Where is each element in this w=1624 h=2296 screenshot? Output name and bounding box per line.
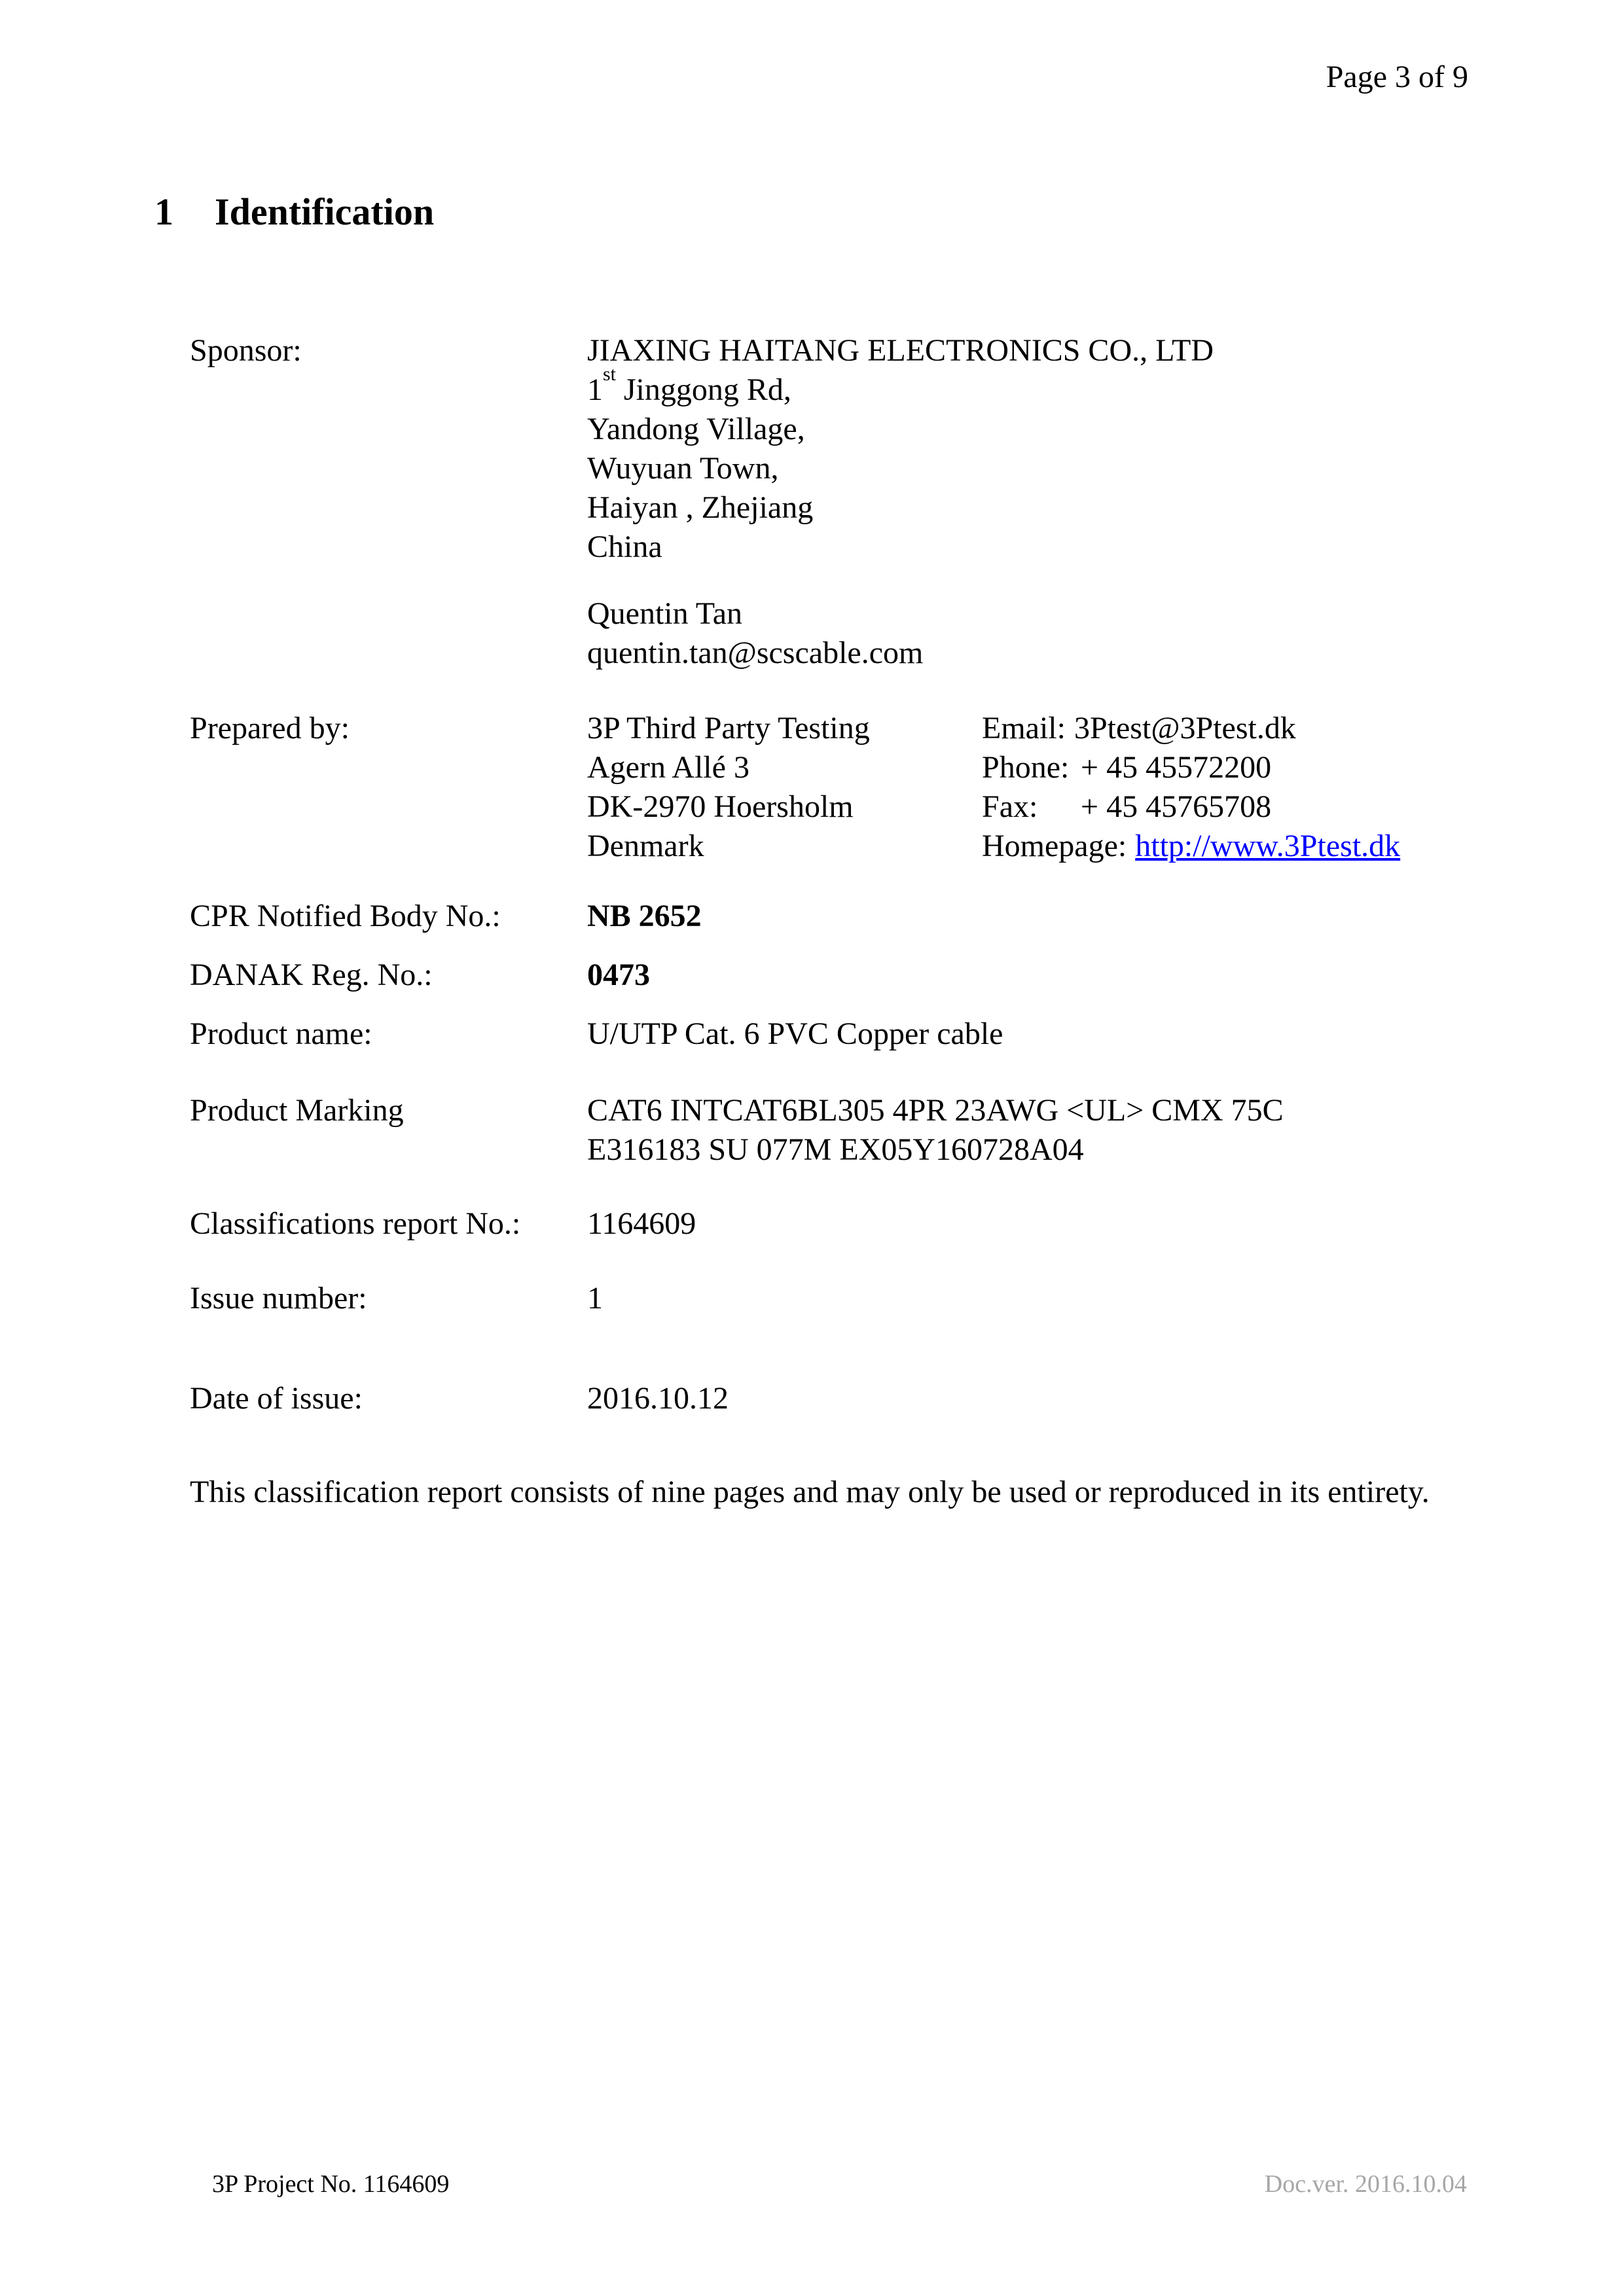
classifications-report-label: Classifications report No.:: [190, 1206, 521, 1241]
prepared-by-line-2: Agern Allé 3: [587, 750, 749, 785]
product-marking-row: [190, 1091, 1467, 1170]
issue-number-label: Issue number:: [190, 1281, 367, 1316]
date-of-issue-row: [190, 1379, 1467, 1418]
product-marking-line-1: CAT6 INTCAT6BL305 4PR 23AWG <UL> CMX 75C: [587, 1093, 1284, 1128]
issue-number-value: 1: [587, 1281, 603, 1316]
page-number-indicator: Page 3 of 9: [1326, 60, 1468, 94]
address-street: Jinggong Rd,: [615, 372, 791, 407]
prepared-by-label: Prepared by:: [190, 711, 350, 745]
date-of-issue-label: Date of issue:: [190, 1381, 363, 1416]
product-name-label: Product name:: [190, 1016, 372, 1051]
fax-row: [982, 787, 1400, 827]
homepage-row: [982, 827, 1400, 866]
cpr-notified-body-row: [190, 897, 1467, 936]
prepared-by-line-1: 3P Third Party Testing: [587, 711, 870, 745]
homepage-link[interactable]: http://www.3Ptest.dk: [1135, 829, 1401, 863]
section-heading: [154, 189, 434, 235]
contact-email: quentin.tan@scscable.com: [587, 636, 924, 670]
prepared-by-row: [190, 709, 1467, 866]
sponsor-address-line-5: China: [587, 529, 662, 564]
product-name-row: [190, 1014, 1467, 1054]
phone-value: + 45 45572200: [1081, 750, 1272, 785]
section-heading-number: 1: [154, 190, 173, 233]
address-ordinal-superscript: st: [603, 363, 616, 385]
sponsor-value: [587, 331, 1467, 567]
classifications-report-value: 1164609: [587, 1206, 696, 1241]
entirety-note: This classification report consists of nine pages and may only be used or reproduced in its entirety.: [190, 1475, 1430, 1509]
date-of-issue-value: 2016.10.12: [587, 1381, 729, 1416]
danak-reg-value: 0473: [587, 958, 650, 992]
phone-row: [982, 748, 1400, 787]
product-name-value: U/UTP Cat. 6 PVC Copper cable: [587, 1016, 1003, 1051]
classifications-report-row: [190, 1204, 1467, 1244]
cpr-notified-body-label: CPR Notified Body No.:: [190, 899, 501, 933]
fax-value: + 45 45765708: [1081, 789, 1272, 824]
email-row: [982, 709, 1400, 748]
cpr-notified-body-value: NB 2652: [587, 899, 702, 933]
email-value: 3Ptest@3Ptest.dk: [1074, 711, 1296, 745]
contact-name: Quentin Tan: [587, 596, 743, 631]
product-marking-label: Product Marking: [190, 1093, 404, 1128]
fax-label: Fax:: [982, 789, 1038, 824]
product-marking-line-2: E316183 SU 077M EX05Y160728A04: [587, 1132, 1084, 1167]
sponsor-company: JIAXING HAITANG ELECTRONICS CO., LTD: [587, 333, 1214, 368]
address-number: 1: [587, 372, 603, 407]
sponsor-label: Sponsor:: [190, 333, 302, 368]
footer-doc-version: Doc.ver. 2016.10.04: [1264, 2170, 1467, 2198]
prepared-by-line-4: Denmark: [587, 829, 704, 863]
footer-project-number: 3P Project No. 1164609: [212, 2170, 450, 2198]
section-heading-title: Identification: [215, 190, 435, 233]
phone-label: Phone:: [982, 750, 1070, 785]
prepared-by-contact-details: [982, 709, 1400, 866]
issue-number-row: [190, 1279, 1467, 1318]
danak-reg-row: [190, 956, 1467, 995]
email-label: Email:: [982, 711, 1066, 745]
sponsor-address-line-3: Wuyuan Town,: [587, 451, 779, 486]
sponsor-address-line-1: [587, 363, 1467, 410]
homepage-label: Homepage:: [982, 829, 1127, 863]
danak-reg-label: DANAK Reg. No.:: [190, 958, 433, 992]
sponsor-contact-block: [587, 594, 923, 673]
product-marking-value: [587, 1091, 1467, 1170]
sponsor-row: [190, 331, 1467, 567]
prepared-by-line-3: DK-2970 Hoersholm: [587, 789, 854, 824]
sponsor-address-line-2: Yandong Village,: [587, 412, 805, 446]
sponsor-address-line-4: Haiyan , Zhejiang: [587, 490, 814, 525]
